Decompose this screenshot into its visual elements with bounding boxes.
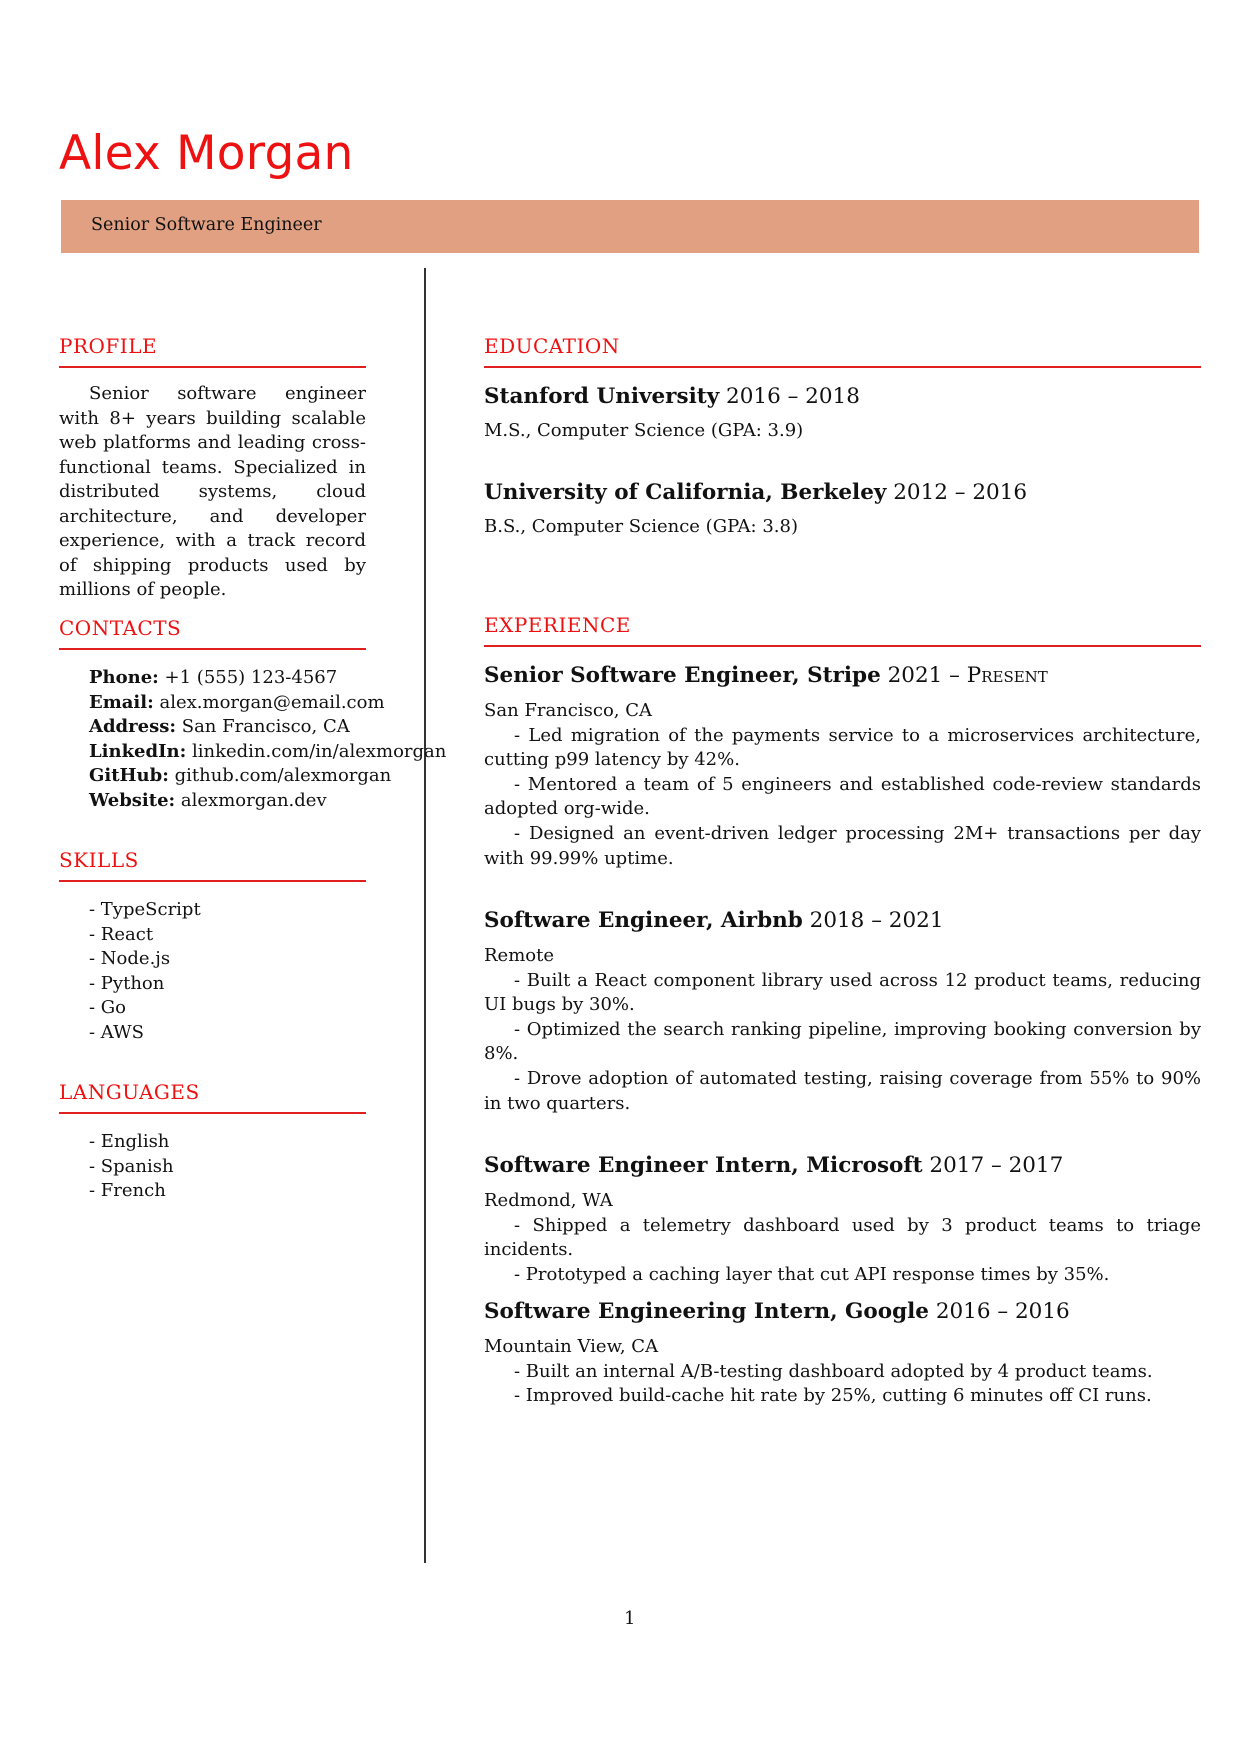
exp-dates-end: 2017 bbox=[1008, 1153, 1064, 1178]
list-item: - AWS bbox=[89, 1021, 144, 1043]
list-item: - Spanish bbox=[89, 1155, 174, 1177]
page-number: 1 bbox=[624, 1608, 636, 1629]
languages-list bbox=[89, 1130, 174, 1204]
education-rule bbox=[484, 366, 1201, 368]
exp-location: Mountain View, CA bbox=[484, 1336, 659, 1357]
skills-list bbox=[89, 898, 201, 1046]
exp-dates-start: 2021 – bbox=[887, 663, 960, 688]
contact-phone: Phone: +1 (555) 123-4567 bbox=[89, 667, 338, 688]
list-item: - TypeScript bbox=[89, 899, 201, 920]
exp-location: Redmond, WA bbox=[484, 1190, 613, 1211]
exp-bullet: - Built a React component library used across 12 product teams, reducing UI bugs by 30%. bbox=[484, 969, 1201, 1016]
list-item: - Node.js bbox=[89, 948, 171, 970]
school-name: Stanford University bbox=[484, 384, 720, 409]
experience-heading: EXPERIENCE bbox=[484, 613, 631, 637]
contacts-heading: CONTACTS bbox=[59, 616, 182, 640]
education-heading: EDUCATION bbox=[484, 334, 620, 358]
exp-location: Remote bbox=[484, 945, 554, 966]
exp-dates-start: 2016 – bbox=[935, 1299, 1009, 1324]
experience-item bbox=[484, 663, 1201, 871]
list-item: - Go bbox=[89, 997, 127, 1019]
exp-dates-end: Present bbox=[966, 663, 1048, 688]
languages-heading: LANGUAGES bbox=[59, 1080, 200, 1104]
school-name: University of California, Berkeley bbox=[484, 480, 887, 505]
contact-email[interactable]: Email: alex.morgan@email.com bbox=[89, 691, 385, 713]
exp-bullet: - Drove adoption of automated testing, raising coverage from 55% to 90% in two quarters. bbox=[484, 1067, 1201, 1114]
role-title: Software Engineer, Airbnb bbox=[484, 908, 803, 933]
contact-linkedin[interactable]: LinkedIn: linkedin.com/in/alexmorgan bbox=[89, 740, 447, 762]
exp-bullet: - Mentored a team of 5 engineers and established code-review standards adopted org-wide. bbox=[484, 773, 1201, 820]
role-title: Software Engineering Intern, Google bbox=[484, 1299, 929, 1324]
edu-dates: 2012 – 2016 bbox=[893, 480, 1028, 505]
profile-text: Senior software engineer with 8+ years building scalable web platforms and leading cross-functional teams. Specialized in distributed systems, cloud architecture, and developer experience, with a track record of shipping products used by millions of people. bbox=[59, 383, 366, 600]
exp-bullet: - Built an internal A/B-testing dashboard adopted by 4 product teams. bbox=[514, 1360, 1153, 1382]
exp-bullet: - Led migration of the payments service to a microservices architecture, cutting p99 latency by 42%. bbox=[484, 724, 1201, 771]
exp-dates-end: 2016 bbox=[1014, 1299, 1070, 1324]
education-item bbox=[484, 480, 1027, 537]
contact-github[interactable]: GitHub: github.com/alexmorgan bbox=[89, 765, 392, 787]
exp-dates-end: 2021 bbox=[888, 908, 944, 933]
languages-rule bbox=[59, 1112, 366, 1114]
experience-item bbox=[484, 908, 1201, 1116]
degree: B.S., Computer Science (GPA: 3.8) bbox=[484, 516, 798, 537]
contact-website[interactable]: Website: alexmorgan.dev bbox=[89, 789, 327, 811]
list-item: - French bbox=[89, 1180, 166, 1202]
role-title: Software Engineer Intern, Microsoft bbox=[484, 1153, 923, 1178]
column-divider bbox=[424, 268, 426, 1563]
list-item: - Python bbox=[89, 972, 165, 994]
profile-rule bbox=[59, 366, 366, 368]
education-item bbox=[484, 384, 860, 441]
exp-bullet: - Shipped a telemetry dashboard used by 3 product teams to triage incidents. bbox=[484, 1214, 1201, 1261]
contacts-list bbox=[89, 666, 446, 814]
edu-dates: 2016 – 2018 bbox=[726, 384, 860, 409]
experience-rule bbox=[484, 645, 1201, 647]
contacts-rule bbox=[59, 648, 366, 650]
experience-item bbox=[484, 1153, 1201, 1287]
exp-bullet: - Designed an event-driven ledger processing 2M+ transactions per day with 99.99% uptime. bbox=[484, 822, 1201, 869]
exp-bullet: - Prototyped a caching layer that cut API response times by 35%. bbox=[514, 1263, 1110, 1285]
title-banner bbox=[61, 200, 1199, 253]
list-item: - React bbox=[89, 923, 154, 945]
skills-rule bbox=[59, 880, 366, 882]
experience-item bbox=[484, 1299, 1201, 1409]
contact-address: Address: San Francisco, CA bbox=[89, 716, 350, 738]
candidate-name: Alex Morgan bbox=[59, 126, 354, 181]
exp-bullet: - Optimized the search ranking pipeline, improving booking conversion by 8%. bbox=[484, 1018, 1201, 1065]
skills-heading: SKILLS bbox=[59, 848, 139, 872]
exp-dates-start: 2017 – bbox=[929, 1153, 1002, 1178]
list-item: - English bbox=[89, 1131, 170, 1152]
profile-heading: PROFILE bbox=[59, 334, 158, 358]
degree: M.S., Computer Science (GPA: 3.9) bbox=[484, 420, 804, 441]
role-title: Senior Software Engineer, Stripe bbox=[484, 663, 881, 688]
exp-bullet: - Improved build-cache hit rate by 25%, cutting 6 minutes off CI runs. bbox=[514, 1385, 1152, 1407]
exp-location: San Francisco, CA bbox=[484, 700, 653, 721]
job-title: Senior Software Engineer bbox=[91, 215, 322, 235]
exp-dates-start: 2018 – bbox=[809, 908, 882, 933]
